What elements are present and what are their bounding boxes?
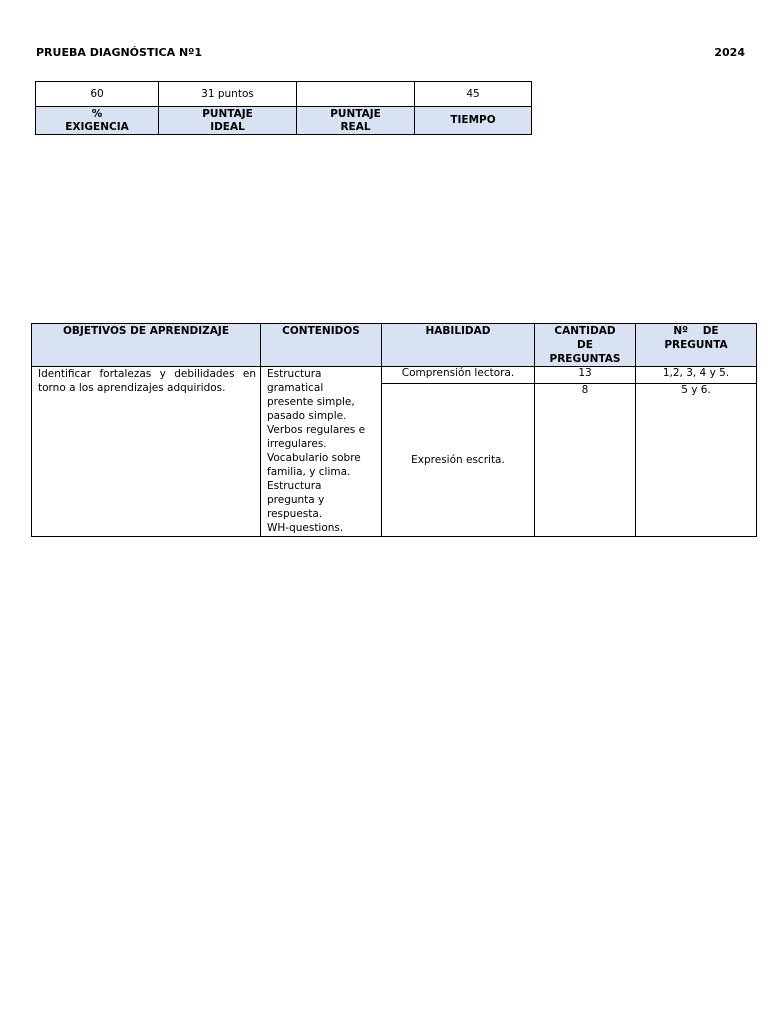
puntaje-real-header	[297, 107, 415, 135]
numero-cell: 5 y 6.	[636, 384, 757, 537]
content-line: Vocabulario sobre	[267, 452, 361, 464]
objectives-header-row	[32, 324, 757, 367]
objectives-row-1	[32, 367, 757, 384]
cantidad-header-line1: CANTIDAD	[554, 325, 616, 337]
cantidad-header	[535, 324, 636, 367]
content-line: pregunta y	[267, 494, 325, 506]
content-line: pasado simple.	[267, 410, 347, 422]
numero-header-line2: PREGUNTA	[664, 339, 728, 351]
numero-cell: 1,2, 3, 4 y 5.	[636, 367, 757, 384]
exigencia-header	[36, 107, 159, 135]
objective-cell: Identificar fortalezas y debilidades en torno a los aprendizajes adquiridos.	[32, 367, 261, 537]
puntaje-ideal-header-line2: IDEAL	[210, 120, 245, 133]
tiempo-header-line1: TIEMPO	[450, 114, 496, 126]
contents-cell	[261, 367, 382, 537]
content-line: respuesta.	[267, 508, 323, 520]
contenidos-header: CONTENIDOS	[261, 324, 382, 367]
score-headers-row	[36, 107, 532, 135]
content-line: gramatical	[267, 382, 324, 394]
cantidad-cell: 13	[535, 367, 636, 384]
numero-header-line1: Nº DE	[673, 325, 719, 337]
content-line: irregulares.	[267, 438, 327, 450]
objectives-table	[31, 323, 757, 537]
document-year: 2024	[714, 46, 745, 59]
puntaje-real-header-line2: REAL	[340, 120, 371, 133]
exigencia-header-line2: EXIGENCIA	[65, 120, 129, 133]
tiempo-value: 45	[415, 82, 532, 107]
habilidad-cell: Comprensión lectora.	[382, 367, 535, 384]
cantidad-header-line3: PREGUNTAS	[549, 353, 621, 365]
content-line: Estructura	[267, 368, 322, 380]
habilidad-header: HABILIDAD	[382, 324, 535, 367]
puntaje-real-header-line1: PUNTAJE	[330, 107, 381, 120]
puntaje-ideal-header-line1: PUNTAJE	[202, 107, 253, 120]
cantidad-header-line2: DE	[577, 339, 593, 351]
content-line: presente simple,	[267, 396, 355, 408]
habilidad-cell: Expresión escrita.	[382, 384, 535, 537]
content-line: familia, y clima.	[267, 466, 351, 478]
content-line: Verbos regulares e	[267, 424, 366, 436]
content-line: Estructura	[267, 480, 322, 492]
objetivos-header: OBJETIVOS DE APRENDIZAJE	[32, 324, 261, 367]
score-table	[35, 81, 532, 135]
exigencia-header-line1: %	[91, 107, 103, 120]
exigencia-value: 60	[36, 82, 159, 107]
puntaje-ideal-header	[159, 107, 297, 135]
puntaje-real-value[interactable]	[297, 82, 415, 107]
tiempo-header	[415, 107, 532, 135]
document-title: PRUEBA DIAGNÓSTICA Nº1	[36, 46, 203, 59]
puntaje-ideal-value: 31 puntos	[159, 82, 297, 107]
score-values-row	[36, 82, 532, 107]
numero-header	[636, 324, 757, 367]
cantidad-cell: 8	[535, 384, 636, 537]
content-line: WH-questions.	[267, 522, 344, 534]
